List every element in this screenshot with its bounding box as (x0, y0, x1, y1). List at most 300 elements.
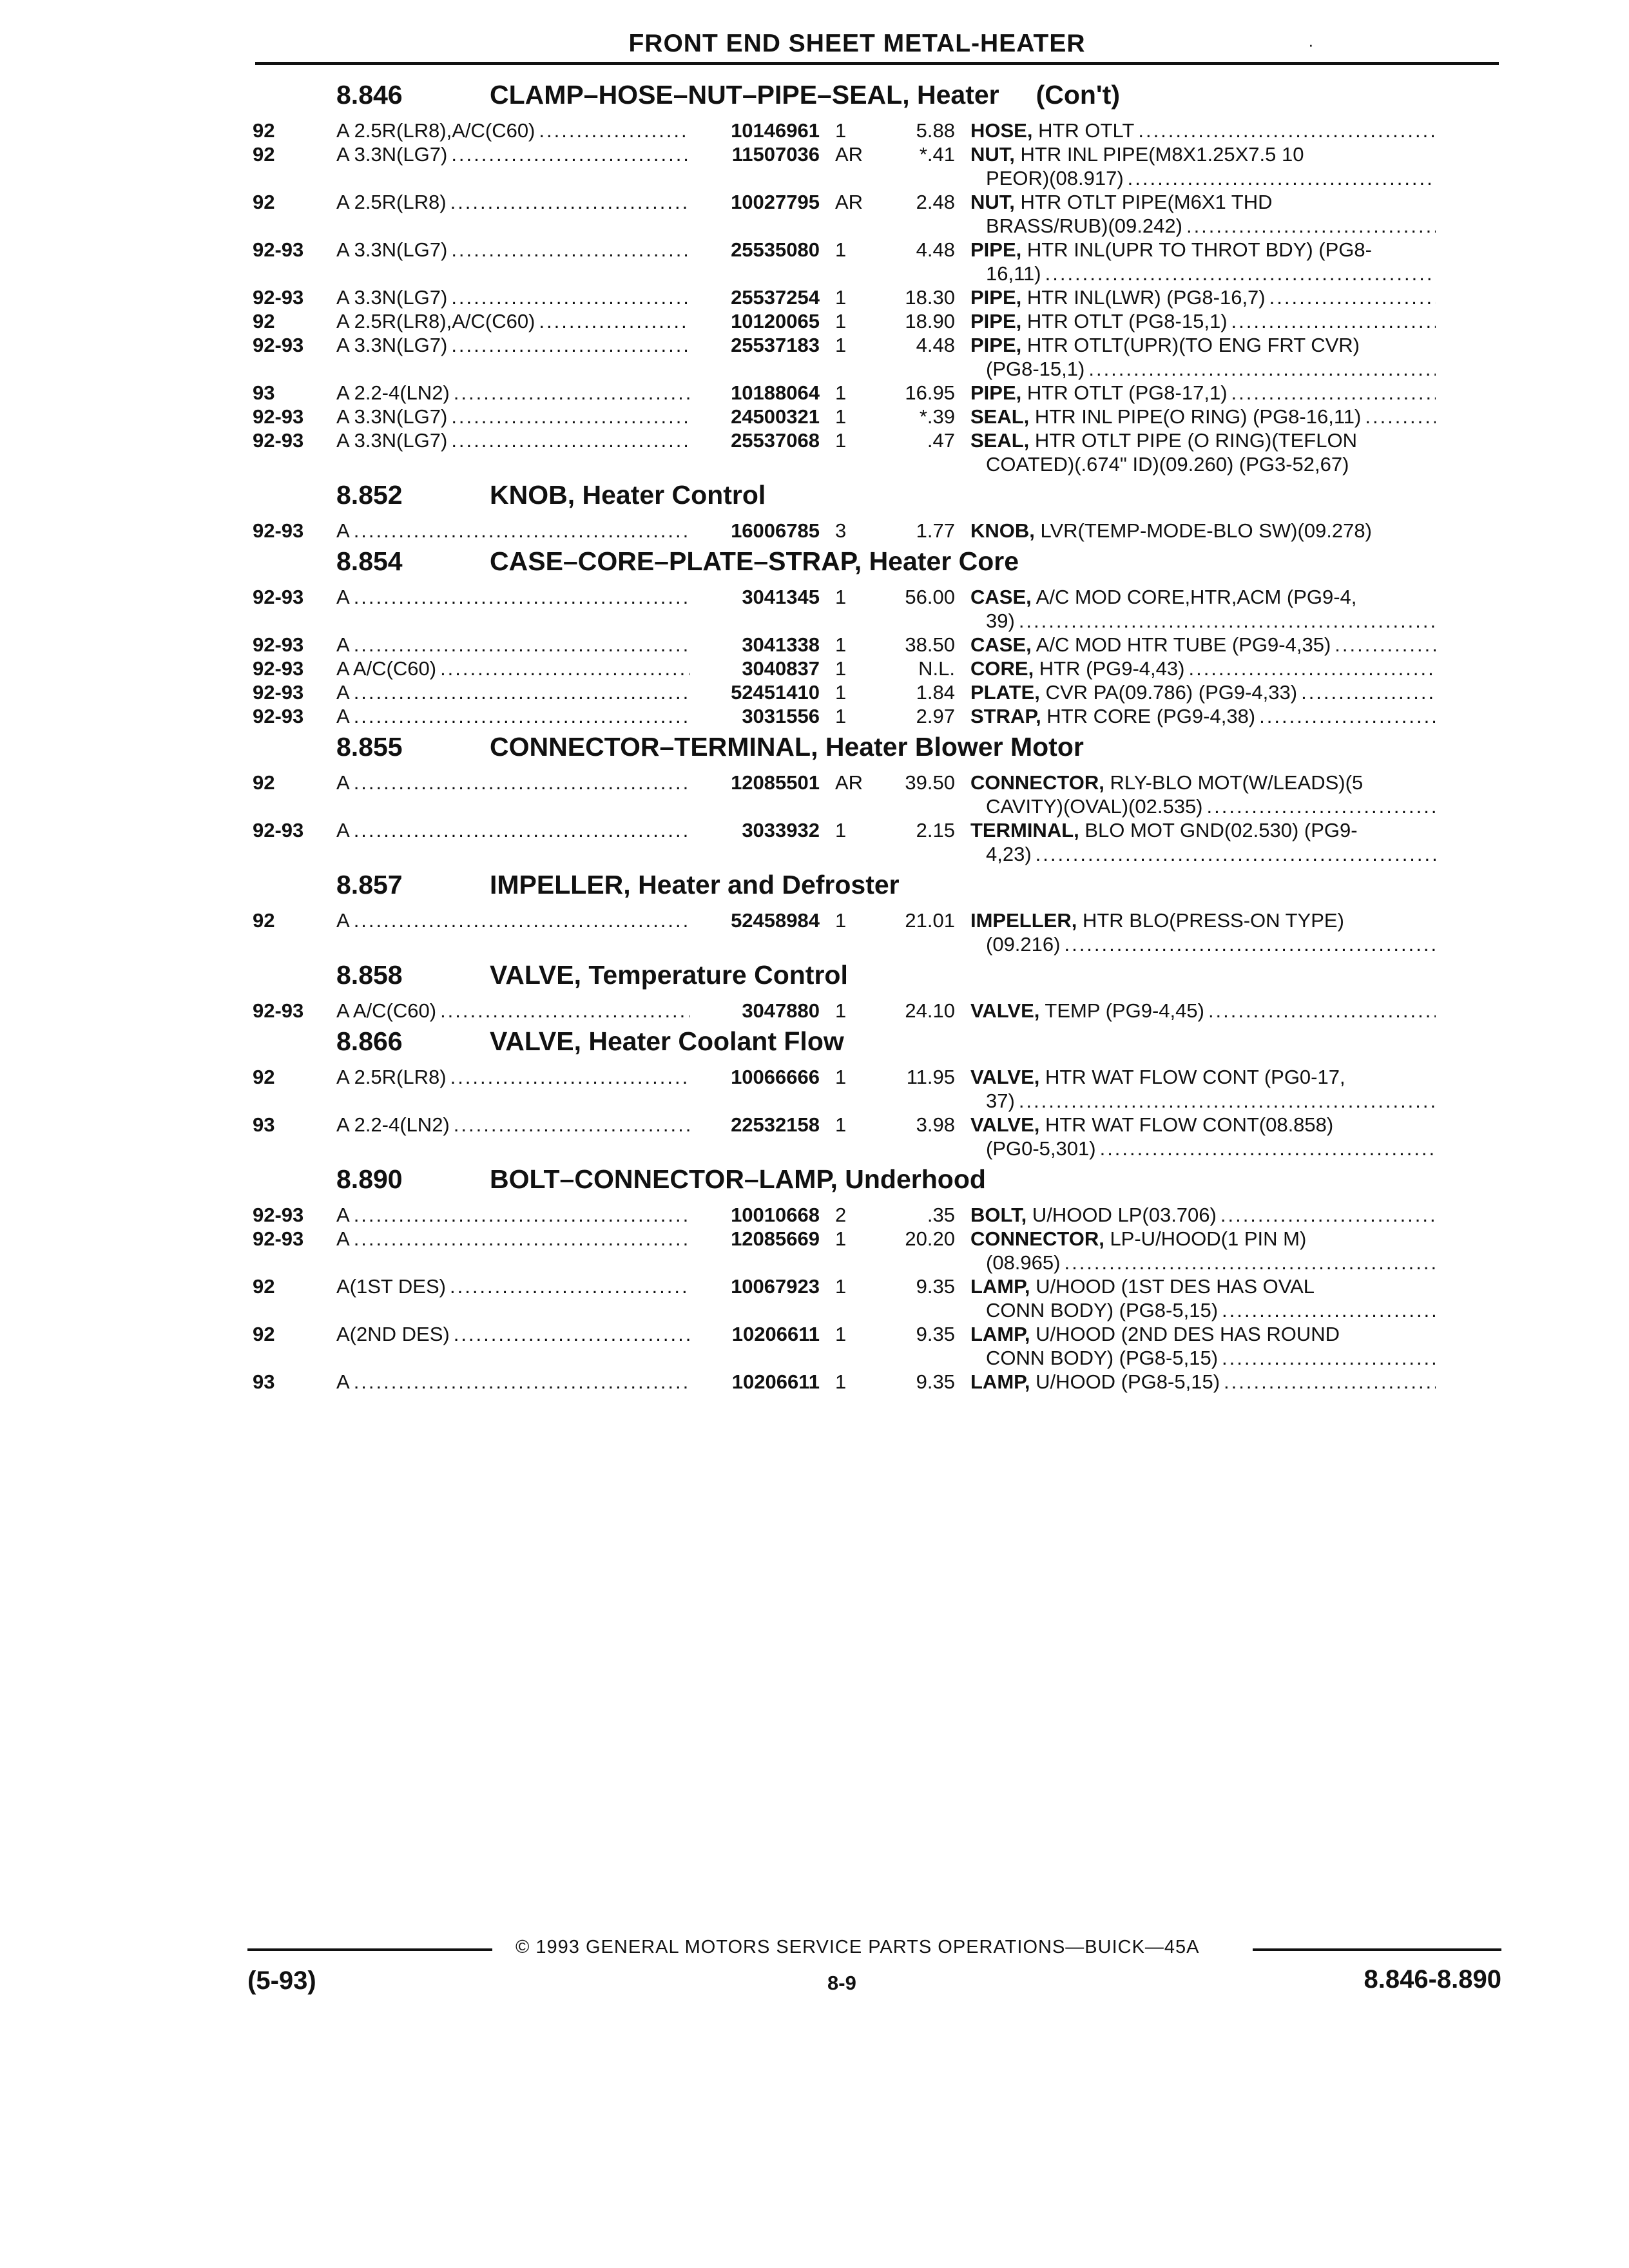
item-description (970, 428, 1443, 476)
model-year: 92-93 (253, 633, 304, 656)
item-line (970, 818, 1443, 842)
section-title: CASE–CORE–PLATE–STRAP, Heater Core (490, 546, 1019, 576)
application-description (336, 818, 697, 842)
leader-dots (354, 771, 689, 794)
item-text: BRASS/RUB)(09.242) (986, 215, 1182, 237)
model-year: 92-93 (253, 819, 304, 841)
model-year: 92-93 (253, 238, 304, 261)
table-row (253, 1274, 1503, 1322)
table-row (253, 1322, 1503, 1370)
leader-dots (451, 238, 689, 262)
item-line (970, 1370, 1443, 1394)
item-text: HTR OTLT (1032, 119, 1135, 142)
item-description (970, 142, 1443, 190)
table-row (253, 1370, 1503, 1394)
leader-dots (354, 818, 689, 842)
footer-date: (5-93) (247, 1966, 316, 1995)
leader-dots (1138, 119, 1436, 142)
part-number: 16006785 (731, 519, 820, 542)
leader-dots (354, 1227, 689, 1251)
item-line (970, 190, 1443, 214)
quantity: 1 (835, 705, 847, 727)
item-line (970, 333, 1443, 357)
leader-dots (539, 309, 689, 333)
price: 2.48 (916, 191, 955, 213)
leader-dots (354, 1203, 689, 1227)
section-title: CONNECTOR–TERMINAL, Heater Blower Motor (490, 732, 1084, 762)
part-number: 10027795 (731, 191, 820, 213)
part-number: 3041338 (742, 633, 820, 656)
leader-dots (1224, 1370, 1436, 1394)
description-text: A 3.3N(LG7) (336, 429, 448, 452)
quantity: AR (835, 771, 863, 794)
item-text: (PG0-5,301) (986, 1137, 1096, 1160)
item-text: HTR (PG9-4,43) (1034, 657, 1185, 680)
table-row (253, 142, 1503, 190)
model-year: 93 (253, 381, 275, 404)
item-name: SEAL, (970, 405, 1030, 428)
table-row (253, 1113, 1503, 1160)
item-line (970, 238, 1443, 262)
leader-dots (1188, 657, 1436, 680)
item-name: CASE, (970, 633, 1032, 656)
page-footer (247, 1936, 1501, 2006)
item-description (970, 519, 1443, 543)
leader-dots (450, 190, 689, 214)
footer-rule-left (247, 1948, 492, 1951)
quantity: 1 (835, 286, 847, 309)
application-description (336, 633, 697, 657)
item-description (970, 908, 1443, 956)
quantity: 2 (835, 1204, 847, 1226)
quantity: 1 (835, 1323, 847, 1345)
application-description (336, 585, 697, 609)
leader-dots (1088, 357, 1436, 381)
application-description (336, 1113, 697, 1137)
price: 38.50 (905, 633, 955, 656)
price: 3.98 (916, 1113, 955, 1136)
item-line (970, 1274, 1443, 1298)
parts-list (253, 80, 1503, 1398)
price: 9.35 (916, 1275, 955, 1298)
item-text: (09.216) (986, 933, 1061, 956)
item-line (970, 119, 1443, 142)
leader-dots (450, 1274, 689, 1298)
item-description (970, 999, 1443, 1023)
leader-dots (1045, 262, 1436, 285)
leader-dots (1207, 794, 1436, 818)
footer-section-range: 8.846-8.890 (1364, 1965, 1501, 1994)
model-year: 92-93 (253, 657, 304, 680)
description-text: A (336, 519, 350, 542)
application-description (336, 142, 697, 166)
leader-dots (1335, 633, 1436, 657)
part-number: 24500321 (731, 405, 820, 428)
model-year: 92 (253, 909, 275, 932)
item-line (970, 1251, 1443, 1274)
leader-dots (1259, 704, 1436, 728)
leader-dots (1208, 999, 1436, 1023)
part-number: 10188064 (731, 381, 820, 404)
application-description (336, 771, 697, 794)
leader-dots (440, 999, 689, 1023)
item-description (970, 1113, 1443, 1160)
model-year: 92 (253, 119, 275, 142)
price: 20.20 (905, 1227, 955, 1250)
item-line (970, 452, 1443, 476)
item-description (970, 818, 1443, 866)
description-text: A 3.3N(LG7) (336, 238, 448, 261)
leader-dots (1220, 1203, 1436, 1227)
part-number: 10206611 (731, 1370, 820, 1393)
description-text: A 3.3N(LG7) (336, 334, 448, 356)
part-number: 52458984 (731, 909, 820, 932)
price: 24.10 (905, 999, 955, 1022)
application-description (336, 1203, 697, 1227)
item-description (970, 633, 1443, 657)
application-description (336, 119, 697, 142)
model-year: 92 (253, 191, 275, 213)
model-year: 92-93 (253, 999, 304, 1022)
model-year: 92-93 (253, 519, 304, 542)
item-name: CORE, (970, 657, 1034, 680)
price: 18.30 (905, 286, 955, 309)
quantity: 1 (835, 1113, 847, 1136)
item-line (970, 633, 1443, 657)
item-description (970, 119, 1443, 142)
model-year: 92-93 (253, 405, 304, 428)
application-description (336, 657, 697, 680)
description-text: A(2ND DES) (336, 1323, 450, 1345)
leader-dots (451, 285, 689, 309)
application-description (336, 405, 697, 428)
leader-dots (1100, 1137, 1436, 1160)
item-text: U/HOOD (1ST DES HAS OVAL (1030, 1275, 1315, 1298)
item-description (970, 704, 1443, 728)
leader-dots (1231, 309, 1436, 333)
item-line (970, 405, 1443, 428)
section-title: VALVE, Heater Coolant Flow (490, 1026, 844, 1056)
item-text: CVR PA(09.786) (PG9-4,33) (1039, 681, 1298, 704)
item-line (970, 381, 1443, 405)
quantity: 1 (835, 405, 847, 428)
leader-dots (1222, 1298, 1436, 1322)
section-title: BOLT–CONNECTOR–LAMP, Underhood (490, 1164, 986, 1194)
table-row (253, 333, 1503, 381)
model-year: 92-93 (253, 1227, 304, 1250)
price: .35 (927, 1204, 955, 1226)
item-text: (08.965) (986, 1251, 1061, 1274)
description-text: A (336, 586, 350, 608)
table-row (253, 657, 1503, 680)
item-description (970, 309, 1443, 333)
leader-dots (539, 119, 689, 142)
item-text: 37) (986, 1090, 1015, 1112)
model-year: 93 (253, 1113, 275, 1136)
item-name: VALVE, (970, 1066, 1040, 1088)
item-line (970, 1113, 1443, 1137)
description-text: A (336, 771, 350, 794)
item-text: A/C MOD CORE,HTR,ACM (PG9-4, (1031, 586, 1357, 608)
description-text: A 3.3N(LG7) (336, 405, 448, 428)
item-name: BOLT, (970, 1204, 1027, 1226)
quantity: 1 (835, 1066, 847, 1088)
item-name: CONNECTOR, (970, 771, 1104, 794)
leader-dots (1301, 680, 1436, 704)
model-year: 92-93 (253, 705, 304, 727)
quantity: 3 (835, 519, 847, 542)
item-line (970, 519, 1443, 543)
page-title: FRONT END SHEET METAL-HEATER (628, 30, 1086, 57)
parts-section (253, 1026, 1503, 1160)
leader-dots (1222, 1346, 1436, 1370)
item-line (970, 999, 1443, 1023)
table-row (253, 818, 1503, 866)
application-description (336, 704, 697, 728)
item-text: U/HOOD (2ND DES HAS ROUND (1030, 1323, 1340, 1345)
leader-dots (1365, 405, 1436, 428)
table-row (253, 999, 1503, 1023)
leader-dots (451, 405, 689, 428)
table-row (253, 680, 1503, 704)
leader-dots (454, 1322, 689, 1346)
quantity: 1 (835, 657, 847, 680)
part-number: 3031556 (742, 705, 820, 727)
quantity: 1 (835, 310, 847, 332)
item-text: CONN BODY) (PG8-5,15) (986, 1299, 1219, 1321)
item-text: TEMP (PG9-4,45) (1039, 999, 1204, 1022)
quantity: 1 (835, 1275, 847, 1298)
leader-dots (1019, 609, 1436, 633)
item-text: LP-U/HOOD(1 PIN M) (1104, 1227, 1307, 1250)
item-name: HOSE, (970, 119, 1033, 142)
table-row (253, 585, 1503, 633)
section-number: 8.846 (336, 80, 403, 110)
section-number: 8.852 (336, 480, 403, 510)
section-number: 8.890 (336, 1164, 403, 1194)
price: 2.15 (916, 819, 955, 841)
item-line (970, 1227, 1443, 1251)
item-name: PLATE, (970, 681, 1040, 704)
leader-dots (1064, 932, 1436, 956)
quantity: 1 (835, 119, 847, 142)
item-line (970, 1137, 1443, 1160)
description-text: A 3.3N(LG7) (336, 143, 448, 166)
item-description (970, 680, 1443, 704)
description-text: A (336, 909, 350, 932)
item-description (970, 585, 1443, 633)
item-description (970, 333, 1443, 381)
application-description (336, 190, 697, 214)
price: 4.48 (916, 238, 955, 261)
table-row (253, 190, 1503, 238)
parts-section (253, 80, 1503, 476)
leader-dots (451, 142, 689, 166)
application-description (336, 1274, 697, 1298)
part-number: 10206611 (731, 1323, 820, 1345)
item-line (970, 142, 1443, 166)
section-number: 8.855 (336, 732, 403, 762)
application-description (336, 680, 697, 704)
application-description (336, 1370, 697, 1394)
item-name: SEAL, (970, 429, 1030, 452)
item-name: PIPE, (970, 238, 1022, 261)
item-name: NUT, (970, 191, 1015, 213)
application-description (336, 309, 697, 333)
item-text: HTR CORE (PG9-4,38) (1041, 705, 1256, 727)
stray-mark: · (1308, 35, 1314, 54)
item-line (970, 609, 1443, 633)
item-name: LAMP, (970, 1275, 1030, 1298)
quantity: AR (835, 143, 863, 166)
part-number: 11507036 (731, 143, 820, 166)
section-heading (253, 1164, 1503, 1203)
item-line (970, 357, 1443, 381)
quantity: 1 (835, 381, 847, 404)
item-text: BLO MOT GND(02.530) (PG9- (1079, 819, 1358, 841)
parts-section (253, 1164, 1503, 1394)
item-name: PIPE, (970, 334, 1022, 356)
section-title: IMPELLER, Heater and Defroster (490, 870, 900, 899)
item-line (970, 1346, 1443, 1370)
model-year: 92 (253, 310, 275, 332)
table-row (253, 119, 1503, 142)
item-line (970, 704, 1443, 728)
leader-dots (1019, 1089, 1436, 1113)
item-text: CAVITY)(OVAL)(02.535) (986, 795, 1203, 818)
leader-dots (1231, 381, 1436, 405)
table-row (253, 285, 1503, 309)
item-name: VALVE, (970, 999, 1040, 1022)
item-text: (PG8-15,1) (986, 358, 1085, 380)
item-name: NUT, (970, 143, 1015, 166)
item-line (970, 1203, 1443, 1227)
part-number: 3040837 (742, 657, 820, 680)
part-number: 25537068 (731, 429, 820, 452)
model-year: 92-93 (253, 334, 304, 356)
description-text: A A/C(C60) (336, 999, 437, 1022)
description-text: A (336, 1227, 350, 1250)
price: 18.90 (905, 310, 955, 332)
item-line (970, 771, 1443, 794)
price: 9.35 (916, 1323, 955, 1345)
item-text: HTR WAT FLOW CONT (PG0-17, (1039, 1066, 1345, 1088)
item-text: 4,23) (986, 843, 1032, 865)
model-year: 93 (253, 1370, 275, 1393)
price: 16.95 (905, 381, 955, 404)
parts-section (253, 546, 1503, 728)
model-year: 92-93 (253, 1204, 304, 1226)
application-description (336, 519, 697, 543)
leader-dots (1064, 1251, 1436, 1274)
item-text: HTR INL PIPE(M8X1.25X7.5 10 (1014, 143, 1304, 166)
parts-section (253, 870, 1503, 956)
part-number: 12085501 (731, 771, 820, 794)
price: *.41 (919, 143, 955, 166)
header-rule (255, 62, 1499, 65)
section-title: VALVE, Temperature Control (490, 960, 848, 990)
price: 21.01 (905, 909, 955, 932)
section-heading (253, 960, 1503, 999)
item-description (970, 238, 1443, 285)
description-text: A (336, 633, 350, 656)
item-name: PIPE, (970, 310, 1022, 332)
leader-dots (354, 633, 689, 657)
item-line (970, 262, 1443, 285)
item-line (970, 166, 1443, 190)
description-text: A 2.5R(LR8) (336, 191, 447, 213)
application-description (336, 999, 697, 1023)
item-text: A/C MOD HTR TUBE (PG9-4,35) (1031, 633, 1331, 656)
item-line (970, 1089, 1443, 1113)
item-name: IMPELLER, (970, 909, 1077, 932)
quantity: 1 (835, 681, 847, 704)
item-description (970, 285, 1443, 309)
item-text: CONN BODY) (PG8-5,15) (986, 1347, 1219, 1369)
item-line (970, 428, 1443, 452)
footer-copyright: © 1993 GENERAL MOTORS SERVICE PARTS OPERATIONS—BUICK—45A (516, 1937, 1200, 1957)
table-row (253, 1227, 1503, 1274)
model-year: 92-93 (253, 681, 304, 704)
table-row (253, 771, 1503, 818)
price: 4.48 (916, 334, 955, 356)
price: 2.97 (916, 705, 955, 727)
model-year: 92-93 (253, 429, 304, 452)
table-row (253, 381, 1503, 405)
quantity: AR (835, 191, 863, 213)
price: 39.50 (905, 771, 955, 794)
part-number: 25537254 (731, 286, 820, 309)
leader-dots (1036, 842, 1436, 866)
description-text: A 3.3N(LG7) (336, 286, 448, 309)
application-description (336, 381, 697, 405)
section-number: 8.858 (336, 960, 403, 990)
quantity: 1 (835, 334, 847, 356)
price: 9.35 (916, 1370, 955, 1393)
item-text: HTR OTLT PIPE(M6X1 THD (1014, 191, 1273, 213)
price: 1.84 (916, 681, 955, 704)
part-number: 3033932 (742, 819, 820, 841)
table-row (253, 633, 1503, 657)
item-text: COATED)(.674" ID)(09.260) (PG3-52,67) (986, 453, 1349, 476)
part-number: 10120065 (731, 310, 820, 332)
section-heading (253, 732, 1503, 771)
item-line (970, 794, 1443, 818)
quantity: 1 (835, 586, 847, 608)
leader-dots (451, 333, 689, 357)
leader-dots (354, 1370, 689, 1394)
item-text: U/HOOD (PG8-5,15) (1030, 1370, 1220, 1393)
leader-dots (450, 1065, 689, 1089)
application-description (336, 333, 697, 357)
item-description (970, 771, 1443, 818)
item-text: HTR INL(UPR TO THROT BDY) (PG8- (1021, 238, 1372, 261)
section-heading (253, 1026, 1503, 1065)
parts-section (253, 480, 1503, 543)
table-row (253, 428, 1503, 476)
part-number: 52451410 (731, 681, 820, 704)
footer-rule-right (1253, 1948, 1501, 1951)
description-text: A (336, 1204, 350, 1226)
parts-section (253, 960, 1503, 1023)
table-row (253, 908, 1503, 956)
item-text: HTR OTLT PIPE (O RING)(TEFLON (1029, 429, 1357, 452)
leader-dots (451, 428, 689, 452)
item-name: LAMP, (970, 1370, 1030, 1393)
item-description (970, 405, 1443, 428)
leader-dots (454, 381, 689, 405)
application-description (336, 1322, 697, 1346)
